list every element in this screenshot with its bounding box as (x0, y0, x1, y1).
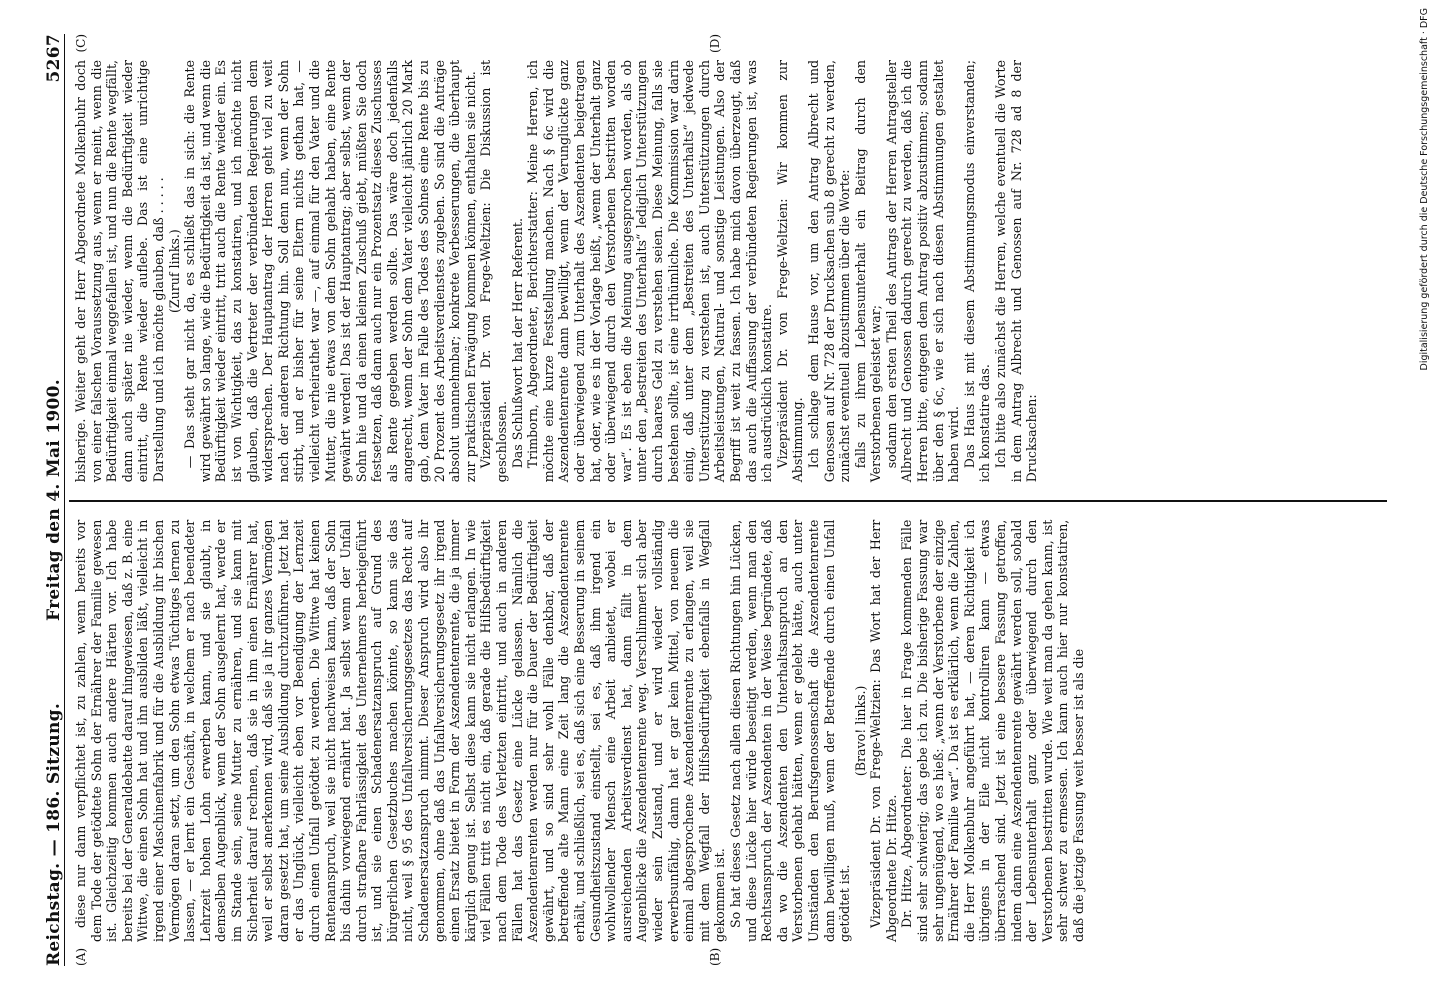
margin-marker-b: (B) (708, 947, 722, 966)
right-column (69, 34, 1387, 500)
header-date: Freitag den 4. Mai 1900. (44, 379, 64, 621)
paragraph: Das Haus ist mit diesem Abstimmungsmodus einverstanden; ich konstatire das. (961, 59, 993, 483)
digitization-note (1406, 8, 1432, 568)
digitization-text: Digitalisierung gefördert durch die Deutsche Forschungsgemeinschaft · DFG (1419, 8, 1430, 371)
text-columns (69, 34, 1387, 966)
paragraph: (Bravo! links.) (852, 685, 868, 777)
paragraph: Vizepräsident Dr. von Frege-Weltzien: Die Diskussion ist geschlossen. (478, 59, 510, 483)
left-column (69, 502, 1387, 966)
paragraph: (Zuruf links.) (166, 229, 182, 314)
header-page-number: 5267 (44, 33, 64, 83)
paragraph: — Das steht gar nicht da, es schließt das in sich: die Rente wird gewährt so lange, wie die Bedürftigkeit da ist, und wenn die Bedürftigkeit wieder eintritt, tritt auch die Rente wieder ein. Es ist von Wichtigkeit, das zu konstatiren, und ich möchte nicht glauben, daß die Vertreter der verbündeten Regierungen dem widersprechen. Der Hauptantrag der Herren geht viel zu weit nach der anderen Richtung hin. Soll denn nun, wenn der Sohn stirbt, und er bisher für seine Eltern nichts gethan hat, — vielleicht verheirathet war —, auf einmal für den Vater und die Mutter, die nie etwas von dem Sohn gehabt haben, eine Rente gewährt werden! Das ist der Hauptantrag; aber selbst, wenn der Sohn hie und da einen kleinen Zuschuß giebt, müßten Sie doch festsetzen, daß dann auch nur ein Prozentsatz dieses Zuschusses als Rente gegeben werden sollte. Das wäre doch jedenfalls angerecht, wenn der Sohn dem Vater vielleicht jährlich 20 Mark gab, dem Vater im Falle des Todes des Sohnes eine Rente bis zu 20 Prozent des Arbeitsverdienstes zugeben. So sind die Anträge absolut unannehmbar; konkrete Verbesserungen, die überhaupt zur praktischen Erwägung kommen können, enthalten sie nicht. (182, 59, 478, 483)
paragraph: bisherige. Weiter geht der Herr Abgeordnete Molkenbuhr doch von einer falschen Voraussetzung aus, wenn er meint, wenn die Bedürftigkeit einmal weggefallen ist, und nun die Rente wegfällt, dann auch später nie wieder, wenn die Bedürftigkeit wieder eintritt, die Rente wieder auflebe. Das ist eine unrichtige Darstellung und ich möchte glauben, daß . . . . . (73, 59, 166, 483)
paragraph: Das Schlußwort hat der Herr Referent. (509, 218, 525, 469)
paragraph: diese nur dann verpflichtet ist, zu zahlen, wenn bereits vor dem Tode der getödtete Sohn der Ernährer der Familie gewesen ist. Gleichzeitig kommen auch andere Härten vor. Ich habe bereits bei der Generaldebatte darauf hingewiesen, daß z. B. eine Wittwe, die einen Sohn hat und ihn ausbilden läßt, vielleicht in irgend einer Maschinenfabrik und für die Ausbildung ihr bischen Vermögen daran setzt, um den Sohn etwas Tüchtiges lernen zu lassen, — er lernt ein Geschäft, in welchem er nach beendeter Lehrzeit hohen Lohn erwerben kann, und sie glaubt, in demselben Augenblick, wenn der Sohn ausgelernt hat, werde er im Stande sein, seine Mutter zu ernähren, und sie kann mit Sicherheit darauf rechnen, daß sie in ihm einen Ernährer hat, weil er selbst anerkennen wird, daß sie ja ihr ganzes Vermögen daran gesetzt hat, um seine Ausbildung durchzuführen. Jetzt hat er das Unglück, vielleicht eben vor Beendigung der Lernzeit durch einen Unfall getödtet zu werden. Die Wittwe hat keinen Rentenanspruch, weil sie nicht nachweisen kann, daß der Sohn bis dahin vorwiegend ernährt hat. Ja selbst wenn der Unfall durch strafbare Fahrlässigkeit des Unternehmers herbeigeführt ist, und sie einen Schadenersatzanspruch auf Grund des bürgerlichen Gesetzbuches machen könnte, so kann sie das nicht, weil § 95 des Unfallversicherungsgesetzes das Recht auf Schadenersatzanspruch nimmt. Dieser Anspruch wird also ihr genommen, ohne daß das Unfallversicherungsgesetz ihr irgend einen Ersatz bietet in Form der Aszendentenrente, die ja immer kärglich genug ist. Selbst diese kann sie nicht erlangen. In wie viel Fällen tritt es nicht ein, daß gerade die Hilfsbedürftigkeit nach dem Tode des Verletzten eintritt, und auch in anderen Fällen hat das Gesetz eine Lücke gelassen. Nämlich die Aszendentenrenten werden nur für die Dauer der Bedürftigkeit gewährt, und so sind sehr wohl Fälle denkbar, daß der betreffende alte Mann eine Zeit lang die Aszendentenrente erhält, und schließlich, sei es, daß sich eine Besserung in seinem Gesundheitszustand einstellt, sei es, daß ihm irgend ein wohlwollender Mensch eine Arbeit anbietet, wobei er ausreichenden Arbeitsverdienst hat, dann fällt in dem Augenblicke die Aszendentenrente weg. Verschlimmert sich aber wieder sein Zustand, und er wird wieder vollständig erwerbsunfähig, dann hat er gar kein Mittel, von neuem die einmal abgesprochene Aszendentenrente zu erlangen, weil sie mit dem Wegfall der Hilfsbedürftigkeit ebenfalls in Wegfall gekommen ist. (73, 519, 728, 942)
margin-marker-a: (A) (74, 947, 88, 966)
paragraph: Ich schlage dem Hause vor, um den Antrag Albrecht und Genossen auf Nr. 728 der Drucksachen sub 8 gerecht zu werden, zunächst eventuell abzustimmen über die Worte: (805, 59, 853, 483)
paragraph: So hat dieses Gesetz nach allen diesen Richtungen hin Lücken, und diese Lücke hier würde beseitigt werden, wenn man den Rechtsanspruch der Aszendenten in der Weise begründete, daß da wo die Aszendenten den Unterhaltsanspruch an den Verstorbenen gehabt hätten, wenn er gelebt hätte, auch unter Umständen den Berufsgenossenschaft die Aszendentenrente dann bewilligen muß, wenn der Betreffende durch einen Unfall getödtet ist. (727, 519, 853, 942)
paragraph: Vizepräsident Dr. von Frege-Weltzien: Das Wort hat der Herr Abgeordnete Dr. Hitze. (868, 519, 899, 942)
page-header (34, 34, 65, 966)
margin-marker-d: (D) (708, 33, 722, 53)
rotated-newspaper-page (22, 20, 1412, 980)
paragraph: Ich bitte also zunächst die Herren, welche eventuell die Worte in dem Antrag Albrecht und Genossen auf Nr. 728 ad 8 der Drucksachen: (993, 59, 1040, 483)
margin-marker-c: (C) (74, 33, 88, 53)
paragraph: falls zu ihrem Lebensunterhalt ein Beitrag durch den Verstorbenen geleistet war; (852, 59, 884, 483)
header-session: Reichstag. — 186. Sitzung. (44, 702, 64, 966)
paragraph: sodann den ersten Theil des Antrags der Herren Antragsteller Albrecht und Genossen dadurch gerecht zu werden, daß ich die Herren bitte, entgegen dem Antrag positiv abzustimmen; sodann über den § 6c, wie er sich nach diesen Abstimmungen gestaltet haben wird. (883, 59, 962, 483)
paragraph: Dr. Hitze, Abgeordneter: Die hier in Frage kommenden Fälle sind sehr schwierig; das gebe ich zu. Die bisherige Fassung war sehr ungenügend, wo es hieß: „wenn der Verstorbene der einzige Ernährer der Familie war“. Da ist es erklärlich, wenn die Zahlen, die Herr Molkenbuhr angeführt hat, — deren Richtigkeit ich übrigens in der Eile nicht kontrolliren kann — etwas überraschend sind. Jetzt ist eine bessere Fassung getroffen, indem dann eine Aszendentenrente gewährt werden soll, sobald der Lebensunterhalt ganz oder überwiegend durch den Verstorbenen bestritten wurde. Wie weit man da gehen kann, ist sehr schwer zu ermessen. Ich kann auch hier nur konstatiren, daß die jetzige Fassung weit besser ist als die (899, 519, 1086, 942)
paragraph: Vizepräsident Dr. von Frege-Weltzien: Wir kommen zur Abstimmung. (774, 59, 806, 483)
paragraph: Trimborn, Abgeordneter, Berichterstatter: Meine Herren, ich möchte eine kurze Feststellung machen. Nach § 6c wird die Aszendentenrente dann bewilligt, wenn der Verunglückte ganz oder überwiegend zum Unterhalt des Aszendenten beigetragen hat, oder, wie es in der Vorlage heißt, „wenn der Unterhalt ganz oder überwiegend durch den Verstorbenen bestritten worden war“. Es ist eben die Meinung ausgesprochen worden, als ob unter den „Bestreiten des Unterhalts“ lediglich Unterstützungen durch baares Geld zu verstehen seien. Diese Meinung, falls sie bestehen sollte, ist eine irrthümliche. Die Kommission war darin einig, daß unter dem „Bestreiten des Unterhalts“ jedwede Unterstützung zu verstehen ist, auch Unterstützungen durch Arbeitsleistungen, Natural- und sonstige Leistungen. Also der Begriff ist weit zu fassen. Ich habe mich davon überzeugt, daß das auch die Auffassung der verbündeten Regierungen ist, was ich ausdrücklich konstatire. (525, 59, 775, 483)
